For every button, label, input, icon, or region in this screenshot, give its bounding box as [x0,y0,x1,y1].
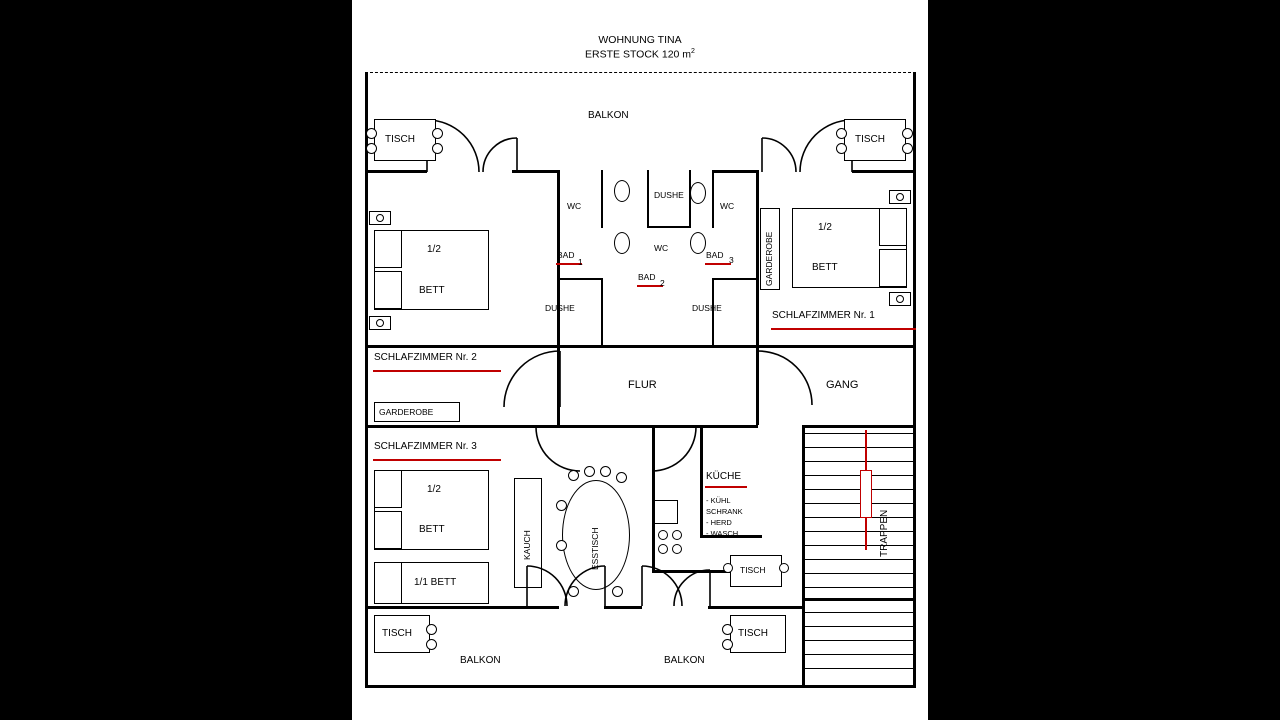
label-wc-right: WC [720,201,735,211]
sink-left-top [614,180,630,202]
kitchen-chair-1 [723,563,733,573]
furniture-label-tisch-bottom-right: TISCH [738,628,768,639]
balcony-wall-midleft [512,170,557,173]
bed-3-pillow-2 [374,511,402,549]
underline-schlafzimmer-1 [771,328,916,330]
bed-2-pillow-2 [374,271,402,309]
room-label-flur: FLUR [628,379,657,391]
label-wc-mid: WC [654,243,669,253]
stair-step-11 [804,573,916,574]
label-dushe-top: DUSHE [654,190,684,200]
door-balcony-bottom-left [527,560,605,606]
furniture-label-esstisch: ESSTISCH [590,527,600,570]
garderobe-right-label: GARDEROBE [764,231,774,286]
room-label-schlafzimmer-3: SCHLAFZIMMER Nr. 3 [374,441,477,452]
bed-2-label: BETT [419,285,445,296]
room-label-balkon-top: BALKON [588,110,629,121]
number-bad-3: 3 [729,255,734,265]
wall-bedroom3-top [365,425,559,428]
lamp-2-bottom [376,319,384,327]
kitchen-sink [654,500,678,524]
chair-tl-2 [366,143,377,154]
floorplan-sheet [352,0,928,720]
plan-title-line2: ERSTE STOCK 120 $m^2$ [585,48,695,61]
room-label-gang: GANG [826,379,859,391]
kitchen-item-3: - WASCH [706,529,739,538]
stair-step-3 [804,461,916,462]
door-bath-left [560,300,604,346]
lamp-1-top [896,193,904,201]
chair-tr-2 [836,143,847,154]
outer-wall-right [913,72,916,688]
kitchen-item-2: - HERD [706,518,732,527]
chair-tl-4 [432,143,443,154]
bed-3-pillow-1 [374,470,402,508]
wall-dushe-top-left-partition [647,170,649,228]
bed-single-label: 1/1 BETT [414,577,457,588]
stair-step-1 [804,433,916,434]
chair-tl-1 [366,128,377,139]
stairs-handrail-marker [860,470,872,518]
bed-single-pillow [374,562,402,604]
wall-kitchen-counter [700,427,703,537]
furniture-label-tisch-bottom-left: TISCH [382,628,412,639]
wall-balcony-bottom-left [365,606,527,609]
wall-balcony-bottom-mid [604,606,642,609]
chair-bl-2 [426,639,437,650]
bed-1-label: BETT [812,262,838,273]
wall-vert-bath-right-lower [756,238,759,278]
wall-dushe-br-top [712,278,758,280]
stair-step-2 [804,447,916,448]
stove-burner-3 [658,544,668,554]
furniture-label-tisch-top-left: TISCH [385,134,415,145]
stair-step-14 [804,626,916,627]
kitchen-item-1: SCHRANK [706,507,743,516]
label-bad-3: BAD [706,250,724,260]
dining-chair-5 [556,500,567,511]
bed-1-label-half: 1/2 [818,222,832,233]
chair-tr-1 [836,128,847,139]
kitchen-item-0: - KÜHL [706,496,731,505]
stair-step-12 [804,587,916,588]
underline-bad-3 [705,263,731,265]
stair-step-8 [804,531,916,532]
door-balcony-bottom-right [642,560,710,606]
balcony-wall-right [852,170,916,173]
label-bad-2: BAD [638,272,656,282]
chair-tr-3 [902,128,913,139]
bed-1-pillow-2 [879,249,907,287]
stair-step-17 [804,668,916,669]
underline-schlafzimmer-3 [373,459,501,461]
label-dushe-bottom-right: DUSHE [692,303,722,313]
stair-step-13 [804,612,916,613]
furniture-label-kauch: KAUCH [522,530,532,560]
wall-vert-bath-left-upper [557,170,560,240]
outer-wall-top-dashed [365,72,916,73]
kitchen-chair-2 [779,563,789,573]
wall-gang-bottom [802,425,916,428]
underline-kueche [705,486,747,488]
number-bad-1: 1 [578,257,583,267]
stove-burner-2 [672,530,682,540]
label-bad-1: BAD [557,250,575,260]
balcony-wall-left [365,170,427,173]
stair-step-10 [804,559,916,560]
lamp-1-bottom [896,295,904,303]
lamp-2-top [376,214,384,222]
bed-3-label: BETT [419,524,445,535]
wall-dushe-bl-top [557,278,601,280]
dining-chair-8 [612,586,623,597]
wall-vert-bath-right-upper [756,170,759,240]
number-bad-2: 2 [660,278,665,288]
chair-bl-1 [426,624,437,635]
room-label-trappen: TRAPPEN [879,509,890,557]
bed-1-pillow-1 [879,208,907,246]
garderobe-left-label: GARDEROBE [379,407,434,417]
label-dushe-bottom-left: DUSHE [545,303,575,313]
dining-chair-6 [556,540,567,551]
dining-chair-1 [568,470,579,481]
sink-right-mid [690,232,706,254]
room-label-schlafzimmer-1: SCHLAFZIMMER Nr. 1 [772,310,875,321]
room-label-schlafzimmer-2: SCHLAFZIMMER Nr. 2 [374,352,477,363]
furniture-label-tisch-kitchen: TISCH [740,565,766,575]
plan-title-line1: WOHNUNG TINA [598,34,682,46]
stair-step-9 [804,545,916,546]
wall-wc-right-partition [712,170,714,228]
chair-br-1 [722,624,733,635]
chair-tr-4 [902,143,913,154]
dining-chair-3 [600,466,611,477]
bed-2-label-half: 1/2 [427,244,441,255]
square-meter-superscript: 2 [691,48,695,55]
stove-burner-4 [672,544,682,554]
outer-wall-bottom [365,685,916,688]
room-label-kueche: KÜCHE [706,471,742,482]
chair-br-2 [722,639,733,650]
sink-right-top [690,182,706,204]
bed-2-pillow-1 [374,230,402,268]
dining-chair-4 [616,472,627,483]
room-label-balkon-bottom-right: BALKON [664,655,705,666]
room-label-balkon-bottom-left: BALKON [460,655,501,666]
chair-tl-3 [432,128,443,139]
wall-wc-left-partition [601,170,603,228]
outer-wall-left [365,72,368,688]
dining-chair-2 [584,466,595,477]
stair-landing-divider [804,598,916,601]
wall-dushe-top-bottom [647,226,691,228]
furniture-label-tisch-top-right: TISCH [855,134,885,145]
label-wc-left: WC [567,201,582,211]
wall-bedroom1-bottom [756,345,916,348]
door-flur-to-bedroom3 [520,427,590,471]
stove-burner-1 [658,530,668,540]
door-flur-to-gang [758,347,824,405]
sink-left-mid [614,232,630,254]
wall-stairs-left [802,425,805,688]
stair-step-15 [804,640,916,641]
balcony-wall-midright [712,170,757,173]
wall-balcony-bottom-right [708,606,802,609]
bed-3-label-half: 1/2 [427,484,441,495]
door-flur-to-bedroom2 [482,347,560,407]
stair-step-16 [804,654,916,655]
